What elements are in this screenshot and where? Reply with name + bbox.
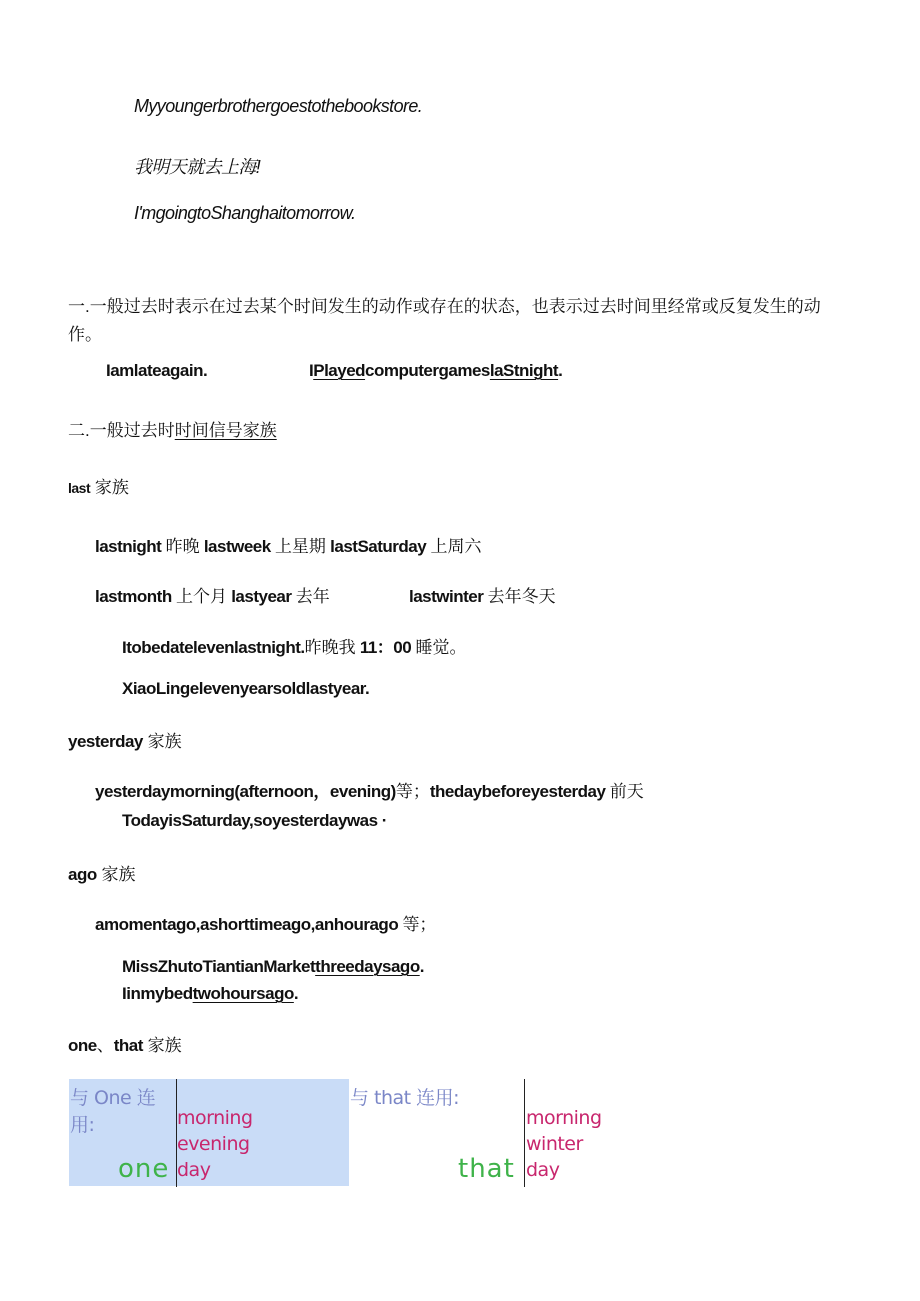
ago-ex1-post: . xyxy=(419,957,424,976)
left-word-morning: morning xyxy=(177,1107,253,1129)
ago-terms-cn: 等； xyxy=(402,915,437,934)
one-that-title-sep: 、 xyxy=(96,1036,114,1055)
last-family-example2: XiaoLingelevenyearsoldlastyear. xyxy=(122,679,370,698)
yesterday-family-line1 xyxy=(95,777,644,802)
day-before-yesterday-cn: 前天 xyxy=(609,782,644,801)
term-lastsaturday: lastSaturday xyxy=(330,537,427,556)
ago-ex1-underlined: threedaysago xyxy=(315,957,420,976)
term-lastsaturday-cn: 上周六 xyxy=(430,537,482,556)
table-right-label: 与 that 连用: xyxy=(350,1087,460,1109)
example-sentence-chinese: 我明天就去上海! xyxy=(134,157,261,177)
yesterday-family-title xyxy=(68,727,182,752)
section2-heading-pre: 二.一般过去时 xyxy=(68,421,175,440)
yesterday-family-title-cn: 家族 xyxy=(147,732,182,751)
table-left-big-word: one xyxy=(118,1154,170,1184)
last-family-row2b xyxy=(409,582,556,607)
yesterday-family-title-en: yesterday xyxy=(68,732,143,751)
yesterday-family-example: TodayisSaturday,soyesterdaywas · xyxy=(122,811,387,830)
right-word-morning: morning xyxy=(526,1107,602,1129)
example-sentence-shanghai: I'mgoingtoShanghaitomorrow. xyxy=(134,203,356,223)
one-that-title-cn: 家族 xyxy=(147,1036,182,1055)
term-lastmonth-cn: 上个月 xyxy=(175,587,227,606)
ago-family-line1 xyxy=(95,910,436,935)
ex2-underlined-played: Played xyxy=(313,361,366,380)
last-family-example1 xyxy=(122,633,466,658)
ex2-post: . xyxy=(558,361,563,380)
ago-family-example2 xyxy=(122,984,298,1004)
yesterday-terms: yesterdaymorning(afternoon，evening) xyxy=(95,782,396,801)
section1-heading-line2: 作。 xyxy=(68,325,102,344)
ago-ex2-pre: Iinmybed xyxy=(122,984,193,1003)
last-family-title-cn: 家族 xyxy=(94,478,129,497)
term-lastnight: lastnight xyxy=(95,537,162,556)
left-word-day: day xyxy=(177,1159,211,1181)
ex2-underlined-lastnight: laStnight xyxy=(489,361,559,380)
ago-family-title xyxy=(68,860,135,885)
table-divider-right xyxy=(524,1079,525,1187)
table-left-words xyxy=(177,1105,253,1183)
term-lastnight-cn: 昨晚 xyxy=(165,537,200,556)
ex-lastnight-en: Itobedatelevenlastnight. xyxy=(122,638,305,657)
ex-lastnight-cn2: 睡觉。 xyxy=(415,638,467,657)
term-lastweek: lastweek xyxy=(203,537,271,556)
day-before-yesterday: thedaybeforeyesterday xyxy=(429,782,606,801)
right-word-winter: winter xyxy=(526,1133,583,1155)
one-that-title-one: one xyxy=(68,1036,97,1055)
ex-lastnight-time: 11：00 xyxy=(359,638,412,657)
table-right-big-word: that xyxy=(458,1154,515,1184)
term-lastyear: lastyear xyxy=(231,587,292,606)
last-family-row1 xyxy=(95,532,481,557)
example-sentence-brother: Myyoungerbrothergoestothebookstore. xyxy=(134,96,423,116)
ago-ex2-post: . xyxy=(293,984,299,1003)
ex2-pre: I xyxy=(309,361,314,380)
section1-heading-line1: 一.一般过去时表示在过去某个时间发生的动作或存在的状态，也表示过去时间里经常或反复发生的动 xyxy=(68,297,821,316)
term-lastmonth: lastmonth xyxy=(95,587,172,606)
ago-terms: amomentago,ashorttimeago,anhourago xyxy=(95,915,399,934)
ago-family-title-cn: 家族 xyxy=(101,865,136,884)
section1-example2 xyxy=(309,361,562,381)
ago-family-title-en: ago xyxy=(68,865,97,884)
table-left-label-line1 xyxy=(70,1083,155,1110)
table-right-words xyxy=(526,1105,602,1183)
last-family-title-en: last xyxy=(68,480,91,496)
ago-ex2-underlined: twohoursago xyxy=(192,984,294,1003)
section2-heading-underlined: 时间信号家族 xyxy=(174,421,277,440)
one-that-title-that: that xyxy=(113,1036,143,1055)
last-family-row2a xyxy=(95,582,330,607)
right-word-day: day xyxy=(526,1159,560,1181)
left-word-evening: evening xyxy=(177,1133,250,1155)
ago-family-example1 xyxy=(122,957,424,977)
yesterday-terms-cn: 等； xyxy=(395,782,430,801)
ago-ex1-pre: MissZhutoTiantianMarket xyxy=(122,957,316,976)
left-label-text: 与 One 连 xyxy=(70,1087,156,1109)
term-lastyear-cn: 去年 xyxy=(295,587,330,606)
one-that-family-title xyxy=(68,1031,182,1056)
section1-example1: Iamlateagain. xyxy=(106,361,208,380)
ex2-mid: computergames xyxy=(365,361,490,380)
term-lastwinter: lastwinter xyxy=(409,587,484,606)
table-left-label-line2: 用: xyxy=(70,1114,95,1136)
term-lastwinter-cn: 去年冬天 xyxy=(487,587,556,606)
ex-lastnight-cn: 昨晚我 xyxy=(304,638,356,657)
term-lastweek-cn: 上星期 xyxy=(274,537,326,556)
last-family-title xyxy=(68,473,129,498)
section2-heading xyxy=(68,416,277,441)
